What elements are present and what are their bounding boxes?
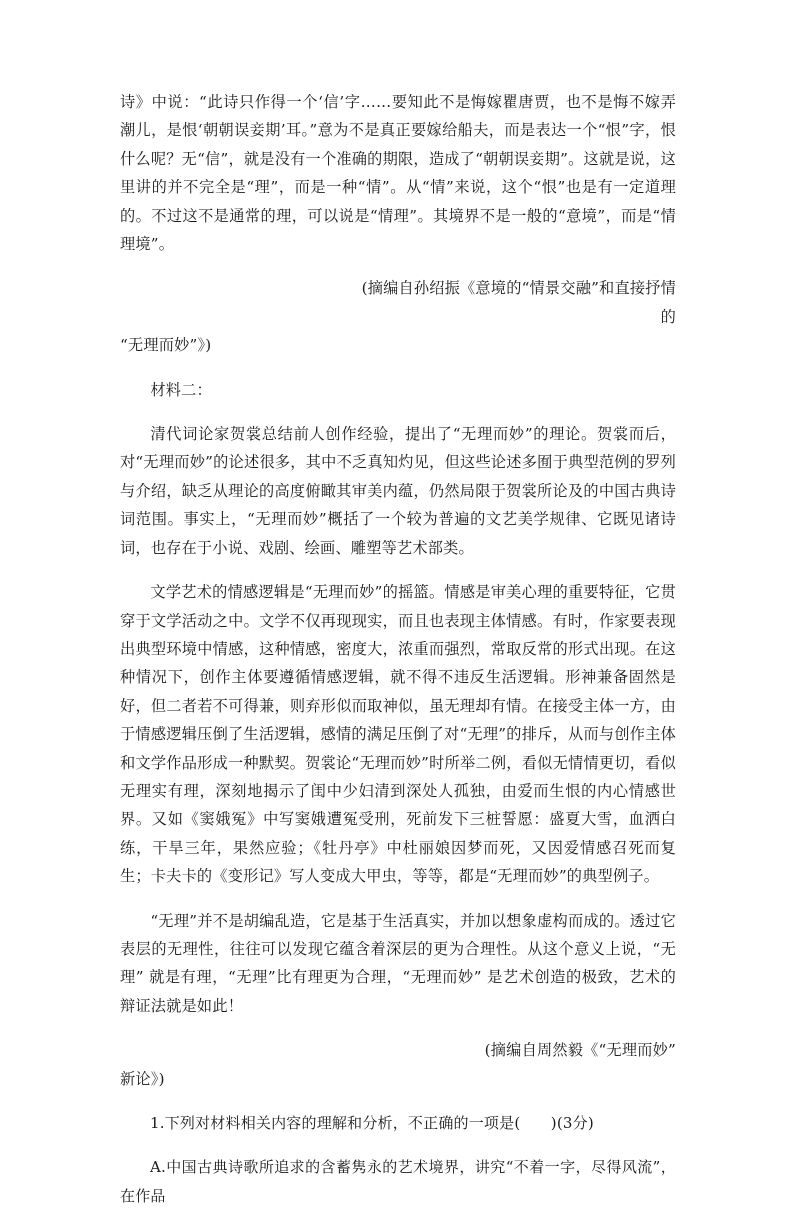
material-two-source-line2: 新论》) [120, 1069, 165, 1088]
material-one-source-line2: “无理而妙”》) [120, 336, 212, 355]
question-option-a: A.中国古典诗歌所追求的含蓄隽永的艺术境界，讲究“不着一字，尽得风流”，在作品 [120, 1158, 676, 1205]
document-page [120, 88, 676, 1210]
material-two-paragraph-3: “无理”并不是胡编乱造，它是基于生活真实，并加以想象虚构而成的。透过它表层的无理性，往往可以发现它蕴含着深层的更为合理性。从这个意义上说，“无理” 就是有理，“无理”比有理更为合理，“无理而妙” 是艺术创造的极致，艺术的辩证法就是如此！ [120, 911, 676, 1015]
material-two-paragraph-1: 清代词论家贺裳总结前人创作经验，提出了“无理而妙”的理论。贺裳而后，对“无理而妙”的论述很多，其中不乏真知灼见，但这些论述多囿于典型范例的罗列与介绍，缺乏从理论的高度俯瞰其审美内蕴，仍然局限于贺裳所论及的中国古典诗词范围。事实上，“无理而妙”概括了一个较为普遍的文艺美学规律、它既见诸诗词，也存在于小说、戏剧、绘画、雕塑等艺术部类。 [120, 425, 676, 557]
material-two-heading: 材料二： [150, 380, 212, 399]
material-two-paragraph-2: 文学艺术的情感逻辑是“无理而妙”的摇篮。情感是审美心理的重要特征，它贯穿于文学活动之中。文学不仅再现现实，而且也表现主体情感。有时，作家要表现出典型环境中情感，这种情感，密度大，浓重而强烈，常取反常的形式出现。在这种情况下，创作主体要遵循情感逻辑，就不得不违反生活逻辑。形神兼备固然是好，但二者若不可得兼，则弃形似而取神似，虽无理却有情。在接受主体一方，由于情感逻辑压倒了生活逻辑，感情的满足压倒了对“无理”的排斥，从而与创作主体和文学作品形成一种默契。贺裳论“无理而妙”时所举二例，看似无情情更切，看似无理实有理，深刻地揭示了闺中少妇清到深处人孤独，由爱而生恨的内心情感世界。又如《窦娥冤》中写窦娥遭冤受刑，死前发下三桩誓愿：盛夏大雪，血洒白练，干旱三年，果然应验；《牡丹亭》中杜丽娘因梦而死，又因爱情感召死而复生；卡夫卡的《变形记》写人变成大甲虫，等等，都是“无理而妙”的典型例子。 [120, 583, 676, 886]
material-two-source-line1: (摘编自周然毅《“无理而妙” [484, 1041, 676, 1060]
question-stem: 1.下列对材料相关内容的理解和分析，不正确的一项是( )(3分) [150, 1114, 594, 1132]
material-one-source-line1: (摘编自孙绍振《意境的“情景交融”和直接抒情的 [361, 279, 676, 326]
material-one-paragraph: 诗》中说：“此诗只作得一个‘信’字……要知此不是悔嫁瞿唐贾，也不是悔不嫁弄潮儿，是恨‘朝朝误妾期’耳。”意为不是真正要嫁给船夫，而是表达一个“恨”字，恨什么呢？无“信”，就是没有一个准确的期限，造成了“朝朝误妾期”。这就是说，这里讲的并不完全是“理”，而是一种“情”。从“情”来说，这个“恨”也是有一定道理的。不过这不是通常的理，可以说是“情理”。其境界不是一般的“意境”，而是“情理境”。 [120, 93, 676, 254]
